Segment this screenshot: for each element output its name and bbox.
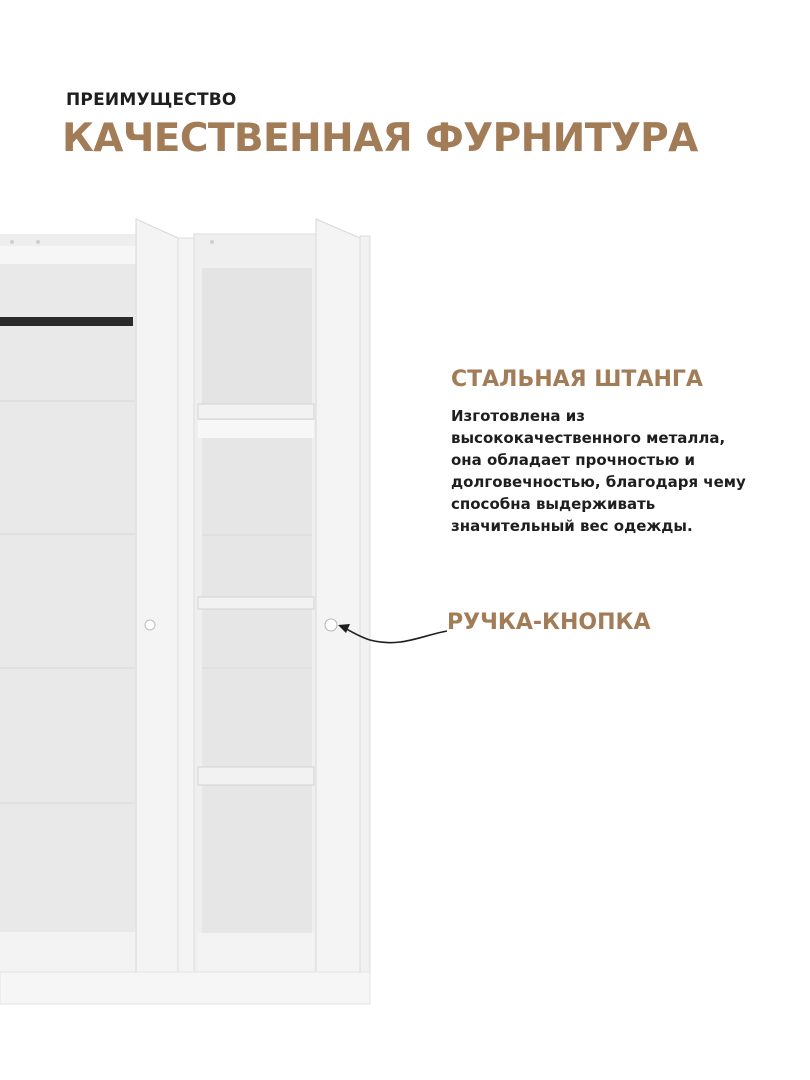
left-door (136, 219, 178, 995)
feature-title: СТАЛЬНАЯ ШТАНГА (451, 367, 703, 392)
knob-handle-right (325, 619, 337, 631)
knob-handle-left (145, 620, 155, 630)
description-line: Изготовлена из (451, 407, 585, 425)
feature-description (451, 405, 771, 537)
description-line: долговечностью, благодаря чему (451, 473, 746, 491)
page-title: КАЧЕСТВЕННАЯ ФУРНИТУРА (62, 116, 698, 161)
callout-label: РУЧКА-КНОПКА (447, 610, 651, 635)
description-line: способна выдерживать (451, 495, 656, 513)
right-door (316, 219, 360, 995)
wardrobe (0, 219, 370, 1004)
description-line: значительный вес одежды. (451, 517, 693, 535)
description-line: высококачественного металла, (451, 429, 726, 447)
steel-rod (0, 317, 133, 326)
description-line: она обладает прочностью и (451, 451, 695, 469)
eyebrow-label: ПРЕИМУЩЕСТВО (66, 90, 237, 110)
